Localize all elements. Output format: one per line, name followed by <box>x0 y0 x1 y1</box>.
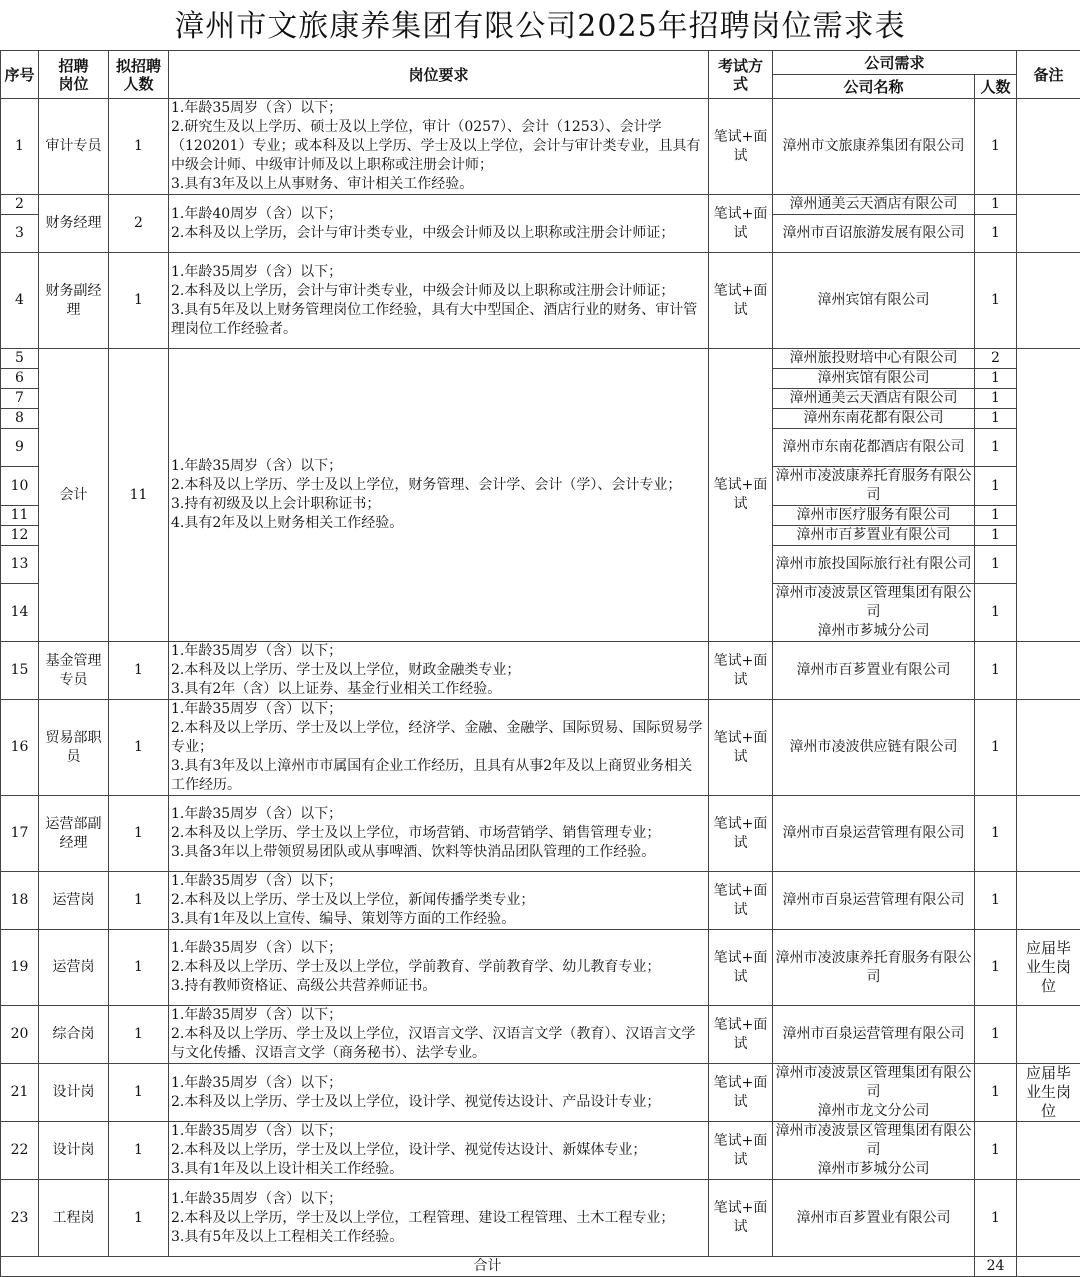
row-seq: 20 <box>1 1006 39 1064</box>
row-seq: 4 <box>1 253 39 349</box>
row-post: 设计岗 <box>39 1064 109 1122</box>
header-company: 公司名称 <box>773 75 975 99</box>
row-plan-count: 2 <box>109 195 169 253</box>
row-requirements: 1.年龄35周岁（含）以下； 2.本科及以上学历、学士及以上学位，学前教育、学前教育学、幼儿教育专业； 3.持有教师资格证、高级公共营养师证书。 <box>169 930 709 1006</box>
row-company-count: 1 <box>975 99 1017 195</box>
table-row <box>1 930 1080 1006</box>
row-post: 运营岗 <box>39 872 109 930</box>
row-company: 漳州市百芗置业有限公司 <box>773 1180 975 1257</box>
row-seq: 12 <box>1 526 39 546</box>
row-seq: 7 <box>1 389 39 409</box>
row-exam-method: 笔试+面试 <box>709 930 773 1006</box>
row-note <box>1017 1006 1080 1064</box>
row-requirements: 1.年龄35周岁（含）以下； 2.本科及以上学历、学士及以上学位，汉语言文学、汉语言文学（教育）、汉语言文学与文化传播、汉语言文学（商务秘书）、法学专业。 <box>169 1006 709 1064</box>
row-plan-count: 1 <box>109 642 169 700</box>
row-plan-count: 1 <box>109 930 169 1006</box>
row-seq: 17 <box>1 796 39 872</box>
total-label: 合计 <box>1 1257 975 1277</box>
row-company: 漳州市百泉运营管理有限公司 <box>773 872 975 930</box>
row-company-count: 2 <box>975 349 1017 369</box>
table-row <box>1 872 1080 930</box>
row-seq: 23 <box>1 1180 39 1257</box>
table-row <box>1 796 1080 872</box>
row-company: 漳州宾馆有限公司 <box>773 369 975 389</box>
row-seq: 19 <box>1 930 39 1006</box>
row-company-count: 1 <box>975 1006 1017 1064</box>
row-exam-method: 笔试+面试 <box>709 796 773 872</box>
row-company-count: 1 <box>975 642 1017 700</box>
row-note <box>1017 700 1080 796</box>
row-post: 综合岗 <box>39 1006 109 1064</box>
row-exam-method: 笔试+面试 <box>709 253 773 349</box>
row-seq: 22 <box>1 1122 39 1180</box>
row-seq: 10 <box>1 467 39 506</box>
row-post: 财务经理 <box>39 195 109 253</box>
row-seq: 9 <box>1 429 39 467</box>
row-note <box>1017 253 1080 349</box>
header-count: 人数 <box>975 75 1017 99</box>
row-company: 漳州市旅投国际旅行社有限公司 <box>773 546 975 584</box>
row-requirements: 1.年龄35周岁（含）以下； 2.本科及以上学历、学士及以上学位，财政金融类专业； 3.具有2年（含）以上证券、基金行业相关工作经验。 <box>169 642 709 700</box>
row-company-count: 1 <box>975 584 1017 642</box>
row-exam-method: 笔试+面试 <box>709 1064 773 1122</box>
row-post: 设计岗 <box>39 1122 109 1180</box>
row-company-count: 1 <box>975 215 1017 253</box>
row-company-count: 1 <box>975 872 1017 930</box>
table-row <box>1 195 1080 215</box>
row-plan-count: 1 <box>109 1064 169 1122</box>
row-company: 漳州东南花都有限公司 <box>773 409 975 429</box>
row-post: 运营部副经理 <box>39 796 109 872</box>
row-requirements: 1.年龄35周岁（含）以下； 2.研究生及以上学历、硕士及以上学位，审计（0257）、会计（1253）、会计学（120201）专业；或本科及以上学历、学士及以上学位，会计与审计类专业，且具有中级会计师、中级审计师及以上职称或注册会计师； 3.具有3年及以上从事财务、审计相关工作经验。 <box>169 99 709 195</box>
row-company: 漳州市东南花都酒店有限公司 <box>773 429 975 467</box>
row-company: 漳州市百诏旅游发展有限公司 <box>773 215 975 253</box>
row-requirements: 1.年龄35周岁（含）以下； 2.本科及以上学历、学士及以上学位，新闻传播学类专业； 3.具有1年及以上宣传、编导、策划等方面的工作经验。 <box>169 872 709 930</box>
row-note <box>1017 642 1080 700</box>
row-plan-count: 1 <box>109 253 169 349</box>
row-note <box>1017 349 1080 642</box>
row-seq: 14 <box>1 584 39 642</box>
row-post: 基金管理专员 <box>39 642 109 700</box>
row-seq: 18 <box>1 872 39 930</box>
row-company: 漳州市百泉运营管理有限公司 <box>773 1006 975 1064</box>
table-row <box>1 1122 1080 1180</box>
table-row <box>1 1180 1080 1257</box>
table-body <box>1 99 1080 1257</box>
row-requirements: 1.年龄40周岁（含）以下； 2.本科及以上学历，会计与审计类专业，中级会计师及以上职称或注册会计师证； <box>169 195 709 253</box>
row-company: 漳州市百泉运营管理有限公司 <box>773 796 975 872</box>
row-company: 漳州市医疗服务有限公司 <box>773 506 975 526</box>
row-company-count: 1 <box>975 369 1017 389</box>
total-note <box>1017 1257 1080 1277</box>
total-count: 24 <box>975 1257 1017 1277</box>
row-seq: 1 <box>1 99 39 195</box>
row-plan-count: 11 <box>109 349 169 642</box>
row-company-count: 1 <box>975 1064 1017 1122</box>
row-plan-count: 1 <box>109 1122 169 1180</box>
row-company-count: 1 <box>975 389 1017 409</box>
row-plan-count: 1 <box>109 796 169 872</box>
row-note: 应届毕业生岗位 <box>1017 1064 1080 1122</box>
row-exam-method: 笔试+面试 <box>709 99 773 195</box>
row-plan-count: 1 <box>109 99 169 195</box>
row-post: 审计专员 <box>39 99 109 195</box>
row-seq: 16 <box>1 700 39 796</box>
table-row <box>1 700 1080 796</box>
table-row <box>1 642 1080 700</box>
table-row <box>1 253 1080 349</box>
row-company: 漳州市凌波景区管理集团有限公司 漳州市芗城分公司 <box>773 584 975 642</box>
row-post: 会计 <box>39 349 109 642</box>
row-post: 运营岗 <box>39 930 109 1006</box>
row-company-count: 1 <box>975 930 1017 1006</box>
row-requirements: 1.年龄35周岁（含）以下； 2.本科及以上学历、学士及以上学位，经济学、金融、金融学、国际贸易、国际贸易学专业； 3.具有3年及以上漳州市市属国有企业工作经历，且具有从事2年及以上商贸业务相关工作经历。 <box>169 700 709 796</box>
row-plan-count: 1 <box>109 1006 169 1064</box>
row-requirements: 1.年龄35周岁（含）以下； 2.本科及以上学历、学士及以上学位，财务管理、会计学、会计（学）、会计专业； 3.持有初级及以上会计职称证书； 4.具有2年及以上财务相关工作经验。 <box>169 349 709 642</box>
recruitment-table <box>0 50 1080 1277</box>
row-company: 漳州通美云天酒店有限公司 <box>773 195 975 215</box>
table-row <box>1 349 1080 369</box>
row-exam-method: 笔试+面试 <box>709 1006 773 1064</box>
table-row <box>1 1006 1080 1064</box>
row-note <box>1017 1180 1080 1257</box>
row-exam-method: 笔试+面试 <box>709 1122 773 1180</box>
row-company: 漳州市凌波康养托育服务有限公司 <box>773 930 975 1006</box>
row-company: 漳州市百芗置业有限公司 <box>773 526 975 546</box>
header-company-group: 公司需求 <box>773 51 1017 75</box>
row-note <box>1017 99 1080 195</box>
row-seq: 2 <box>1 195 39 215</box>
row-plan-count: 1 <box>109 872 169 930</box>
row-company: 漳州通美云天酒店有限公司 <box>773 389 975 409</box>
row-note <box>1017 872 1080 930</box>
row-company-count: 1 <box>975 1122 1017 1180</box>
row-company: 漳州宾馆有限公司 <box>773 253 975 349</box>
row-note: 应届毕业生岗位 <box>1017 930 1080 1006</box>
row-post: 工程岗 <box>39 1180 109 1257</box>
row-seq: 5 <box>1 349 39 369</box>
row-note <box>1017 1122 1080 1180</box>
row-seq: 8 <box>1 409 39 429</box>
row-post: 贸易部职员 <box>39 700 109 796</box>
header-post: 招聘 岗位 <box>39 51 109 99</box>
row-company-count: 1 <box>975 409 1017 429</box>
header-plan: 拟招聘 人数 <box>109 51 169 99</box>
header-note: 备注 <box>1017 51 1080 99</box>
row-exam-method: 笔试+面试 <box>709 700 773 796</box>
row-company-count: 1 <box>975 429 1017 467</box>
header-seq: 序号 <box>1 51 39 99</box>
row-company-count: 1 <box>975 526 1017 546</box>
table-row <box>1 1064 1080 1122</box>
row-plan-count: 1 <box>109 1180 169 1257</box>
row-company: 漳州市凌波康养托育服务有限公司 <box>773 467 975 506</box>
row-seq: 3 <box>1 215 39 253</box>
header-exam: 考试方式 <box>709 51 773 99</box>
row-exam-method: 笔试+面试 <box>709 872 773 930</box>
row-seq: 15 <box>1 642 39 700</box>
row-company-count: 1 <box>975 700 1017 796</box>
row-seq: 13 <box>1 546 39 584</box>
row-company: 漳州市百芗置业有限公司 <box>773 642 975 700</box>
row-company: 漳州市凌波景区管理集团有限公司 漳州市芗城分公司 <box>773 1122 975 1180</box>
row-seq: 6 <box>1 369 39 389</box>
row-seq: 11 <box>1 506 39 526</box>
row-post: 财务副经理 <box>39 253 109 349</box>
row-company-count: 1 <box>975 1180 1017 1257</box>
row-note <box>1017 796 1080 872</box>
row-exam-method: 笔试+面试 <box>709 642 773 700</box>
table-row <box>1 99 1080 195</box>
row-exam-method: 笔试+面试 <box>709 349 773 642</box>
row-company-count: 1 <box>975 253 1017 349</box>
row-company: 漳州市文旅康养集团有限公司 <box>773 99 975 195</box>
row-exam-method: 笔试+面试 <box>709 1180 773 1257</box>
row-company-count: 1 <box>975 195 1017 215</box>
row-company-count: 1 <box>975 796 1017 872</box>
row-requirements: 1.年龄35周岁（含）以下； 2.本科及以上学历、学士及以上学位，市场营销、市场营销学、销售管理专业； 3.具备3年以上带领贸易团队或从事啤酒、饮料等快消品团队管理的工作经验。 <box>169 796 709 872</box>
row-requirements: 1.年龄35周岁（含）以下； 2.本科及以上学历，会计与审计类专业，中级会计师及以上职称或注册会计师证； 3.具有5年及以上财务管理岗位工作经验，具有大中型国企、酒店行业的财务、审计管理岗位工作经验者。 <box>169 253 709 349</box>
row-company: 漳州旅投财培中心有限公司 <box>773 349 975 369</box>
row-requirements: 1.年龄35周岁（含）以下； 2.本科及以上学历，学士及以上学位，工程管理、建设工程管理、土木工程专业； 3.具有5年及以上工程相关工作经验。 <box>169 1180 709 1257</box>
row-seq: 21 <box>1 1064 39 1122</box>
row-company-count: 1 <box>975 467 1017 506</box>
row-exam-method: 笔试+面试 <box>709 195 773 253</box>
row-requirements: 1.年龄35周岁（含）以下； 2.本科及以上学历、学士及以上学位，设计学、视觉传达设计、产品设计专业； <box>169 1064 709 1122</box>
row-company-count: 1 <box>975 506 1017 526</box>
row-note <box>1017 195 1080 253</box>
header-requirements: 岗位要求 <box>169 51 709 99</box>
row-company: 漳州市凌波供应链有限公司 <box>773 700 975 796</box>
page-title: 漳州市文旅康养集团有限公司2025年招聘岗位需求表 <box>0 0 1080 50</box>
row-company-count: 1 <box>975 546 1017 584</box>
row-plan-count: 1 <box>109 700 169 796</box>
row-company: 漳州市凌波景区管理集团有限公司 漳州市龙文分公司 <box>773 1064 975 1122</box>
row-requirements: 1.年龄35周岁（含）以下； 2.本科及以上学历，学士及以上学位，设计学、视觉传达设计、新媒体专业； 3.具有1年及以上设计相关工作经验。 <box>169 1122 709 1180</box>
